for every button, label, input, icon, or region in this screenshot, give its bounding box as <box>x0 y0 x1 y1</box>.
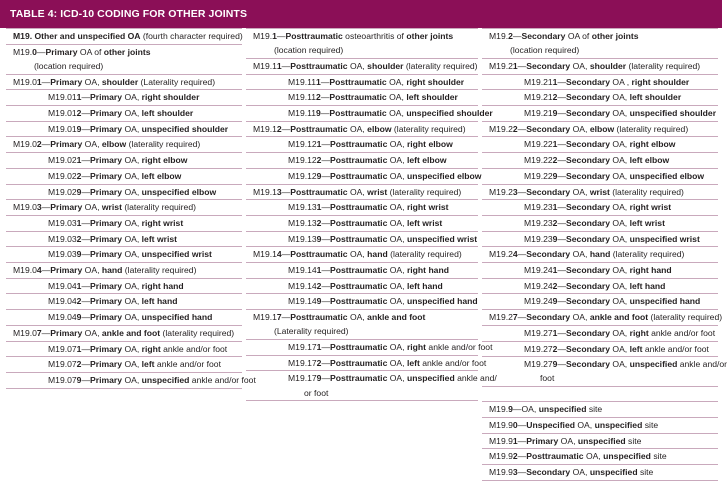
code-subrow <box>482 137 718 153</box>
code-subrow <box>246 371 497 401</box>
code-subrow <box>246 200 478 216</box>
code-text: M19.211—Secondary OA , right shoulder <box>524 76 690 87</box>
code-subrow <box>6 247 242 263</box>
code-text: M19.112—Posttraumatic OA, left shoulder <box>288 92 458 103</box>
code-text: M19.019—Primary OA, unspecified shoulder <box>48 123 229 134</box>
code-text: M19.072—Primary OA, left ankle and/or foot <box>48 359 221 370</box>
code-text: M19.049—Primary OA, unspecified hand <box>48 312 213 323</box>
code-row <box>6 137 242 153</box>
code-subrow <box>6 185 242 201</box>
code-text: M19.271—Secondary OA, right ankle and/or foot <box>524 327 716 338</box>
code-text: M19.2—Secondary OA of other joints <box>489 31 639 41</box>
code-subrow <box>246 356 487 372</box>
code-text: M19.13—Posttraumatic OA, wrist (laterality required) <box>253 186 462 197</box>
code-text: M19.212—Secondary OA, left shoulder <box>524 92 682 103</box>
code-text: M19.012—Primary OA, left shoulder <box>48 108 194 119</box>
code-text: M19.02—Primary OA, elbow (laterality required) <box>13 139 201 150</box>
code-text: M19.129—Posttraumatic OA, unspecified elbow <box>288 170 482 181</box>
code-text: M19.231—Secondary OA, right wrist <box>524 202 672 213</box>
code-subrow <box>482 326 718 342</box>
code-text: M19.249—Secondary OA, unspecified hand <box>524 296 701 307</box>
code-text-continuation: or foot <box>304 387 329 398</box>
code-text: M19.9—OA, unspecified site <box>489 404 603 415</box>
code-subrow <box>6 90 242 106</box>
code-row <box>482 465 718 481</box>
code-text: M19.12—Posttraumatic OA, elbow (laterality required) <box>253 123 466 134</box>
code-row <box>246 310 478 340</box>
code-text-continuation: (location required) <box>34 60 104 71</box>
code-row <box>482 122 718 138</box>
code-text: M19.241—Secondary OA, right hand <box>524 265 672 276</box>
code-text: M19.042—Primary OA, left hand <box>48 296 178 307</box>
code-text-continuation: (location required) <box>510 45 580 56</box>
code-row <box>6 263 242 279</box>
code-text: M19.029—Primary OA, unspecified elbow <box>48 186 217 197</box>
code-subrow <box>246 263 478 279</box>
code-text: M19.021—Primary OA, right elbow <box>48 155 188 166</box>
code-text: M19. Other and unspecified OA (fourth character required) <box>13 31 243 41</box>
code-text: M19.239—Secondary OA, unspecified wrist <box>524 233 700 244</box>
code-subrow <box>6 294 242 310</box>
code-subrow <box>6 373 256 389</box>
code-subrow <box>246 216 478 232</box>
code-row <box>482 401 718 418</box>
code-text: M19.90—Unspecified OA, unspecified site <box>489 419 659 430</box>
code-text: M19.031—Primary OA, right wrist <box>48 217 184 228</box>
column-posttraumatic <box>246 28 497 401</box>
code-row <box>246 247 478 263</box>
code-text: M19.07—Primary OA, ankle and foot (laterality required) <box>13 327 235 338</box>
code-text: M19.279—Secondary OA, unspecified ankle and/or <box>524 359 727 370</box>
code-row <box>482 28 718 59</box>
code-text: M19.272—Secondary OA, left ankle and/or foot <box>524 343 709 354</box>
code-subrow <box>246 90 478 106</box>
code-subrow <box>482 232 718 248</box>
code-subrow <box>6 232 242 248</box>
code-subrow <box>6 122 242 138</box>
section-gap <box>482 387 718 401</box>
code-text-continuation: (location required) <box>274 45 344 56</box>
code-text: M19.229—Secondary OA, unspecified elbow <box>524 170 705 181</box>
code-row <box>482 247 718 263</box>
code-text: M19.221—Secondary OA, right elbow <box>524 139 676 150</box>
code-text: M19.232—Secondary OA, left wrist <box>524 217 665 228</box>
code-subrow <box>482 263 718 279</box>
code-subrow <box>482 75 718 91</box>
code-text: M19.071—Primary OA, right ankle and/or foot <box>48 343 228 354</box>
code-subrow <box>246 294 478 310</box>
code-subrow <box>482 216 718 232</box>
code-text: M19.141—Posttraumatic OA, right hand <box>288 265 449 276</box>
code-text: M19.171—Posttraumatic OA, right ankle and/or foot <box>288 342 493 353</box>
code-text: M19.032—Primary OA, left wrist <box>48 233 177 244</box>
code-row <box>482 449 718 465</box>
code-text: M19.03—Primary OA, wrist (laterality required) <box>13 202 196 213</box>
code-subrow <box>246 75 478 91</box>
code-row <box>6 200 242 216</box>
code-text: M19.132—Posttraumatic OA, left wrist <box>288 217 443 228</box>
code-text: M19.139—Posttraumatic OA, unspecified wrist <box>288 233 478 244</box>
code-subrow <box>6 169 242 185</box>
code-text: M19.011—Primary OA, right shoulder <box>48 92 200 103</box>
code-subrow <box>6 106 242 122</box>
code-subrow <box>482 169 718 185</box>
code-subrow <box>6 216 242 232</box>
code-text: M19.242—Secondary OA, left hand <box>524 280 666 291</box>
code-text: M19.219—Secondary OA, unspecified shoulder <box>524 108 717 119</box>
code-subrow <box>246 137 478 153</box>
code-row <box>482 418 718 434</box>
code-row <box>246 122 478 138</box>
code-subrow <box>246 153 478 169</box>
code-subrow <box>246 169 482 185</box>
column-secondary <box>482 28 727 481</box>
code-row <box>246 28 478 59</box>
code-text: M19.27—Secondary OA, ankle and foot (laterality required) <box>489 312 723 323</box>
code-subrow <box>482 342 718 358</box>
code-text: M19.0—Primary OA of other joints <box>13 46 151 57</box>
code-subrow <box>482 90 718 106</box>
code-text: M19.172—Posttraumatic OA, left ankle and/or foot <box>288 357 487 368</box>
section-heading <box>6 28 242 45</box>
code-text: M19.142—Posttraumatic OA, left hand <box>288 280 443 291</box>
code-text-continuation: (Laterality required) <box>274 326 349 337</box>
code-text: M19.039—Primary OA, unspecified wrist <box>48 249 212 260</box>
code-text: M19.111—Posttraumatic OA, right shoulder <box>288 76 465 87</box>
code-subrow <box>482 200 718 216</box>
table-title: TABLE 4: ICD-10 CODING FOR OTHER JOINTS <box>0 0 722 28</box>
code-text: M19.119—Posttraumatic OA, unspecified shoulder <box>288 108 493 119</box>
code-subrow <box>246 106 493 122</box>
code-text: M19.01—Primary OA, shoulder (Laterality required) <box>13 76 216 87</box>
code-text: M19.14—Posttraumatic OA, hand (laterality required) <box>253 249 462 260</box>
code-row <box>482 434 718 450</box>
code-text: M19.079—Primary OA, unspecified ankle and/or foot <box>48 374 256 385</box>
code-row <box>6 45 242 75</box>
code-text: M19.17—Posttraumatic OA, ankle and foot <box>253 312 426 323</box>
code-text: M19.131—Posttraumatic OA, right wrist <box>288 202 449 213</box>
code-subrow <box>6 279 242 295</box>
code-subrow <box>246 232 478 248</box>
code-text: M19.1—Posttraumatic osteoarthritis of other joints <box>253 31 454 41</box>
code-text: M19.93—Secondary OA, unspecified site <box>489 466 654 477</box>
code-subrow <box>482 279 718 295</box>
code-text: M19.041—Primary OA, right hand <box>48 280 184 291</box>
code-text: M19.23—Secondary OA, wrist (laterality required) <box>489 186 684 197</box>
code-text: M19.04—Primary OA, hand (laterality required) <box>13 265 197 276</box>
code-text: M19.91—Primary OA, unspecified site <box>489 435 642 446</box>
code-text: M19.22—Secondary OA, elbow (laterality required) <box>489 123 689 134</box>
code-text: M19.92—Posttraumatic OA, unspecified site <box>489 451 667 462</box>
code-row <box>482 185 718 201</box>
code-subrow <box>246 279 478 295</box>
code-row <box>246 59 478 75</box>
code-text: M19.149—Posttraumatic OA, unspecified hand <box>288 296 478 307</box>
code-row <box>482 310 723 326</box>
column-primary <box>6 28 256 389</box>
code-subrow <box>6 357 242 373</box>
code-subrow <box>246 340 493 356</box>
code-text: M19.121—Posttraumatic OA, right elbow <box>288 139 453 150</box>
code-subrow <box>6 342 242 358</box>
code-subrow <box>482 153 718 169</box>
code-subrow <box>6 153 242 169</box>
code-row <box>6 75 242 91</box>
code-text: M19.21—Secondary OA, shoulder (laterality required) <box>489 60 701 71</box>
code-row <box>6 326 242 342</box>
code-subrow <box>482 357 727 387</box>
code-subrow <box>482 294 718 310</box>
code-subrow <box>6 310 242 326</box>
code-text-continuation: foot <box>540 373 555 384</box>
code-text: M19.24—Secondary OA, hand (laterality required) <box>489 249 685 260</box>
code-text: M19.222—Secondary OA, left elbow <box>524 155 670 166</box>
code-text: M19.022—Primary OA, left elbow <box>48 170 182 181</box>
code-text: M19.179—Posttraumatic OA, unspecified ankle and/ <box>288 373 497 384</box>
code-text: M19.122—Posttraumatic OA, left elbow <box>288 155 447 166</box>
code-subrow <box>482 106 718 122</box>
code-text: M19.11—Posttraumatic OA, shoulder (laterality required) <box>253 60 478 71</box>
code-row <box>246 185 478 201</box>
code-row <box>482 59 718 75</box>
